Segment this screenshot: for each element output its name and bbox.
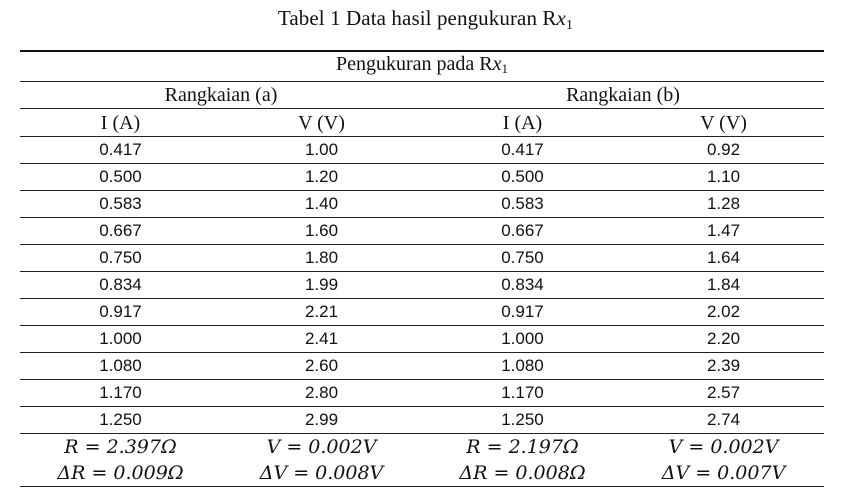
cell-voltage-b: 1.10	[623, 164, 824, 191]
circuit-header-row	[20, 82, 824, 109]
cell-voltage-a: 1.40	[221, 191, 422, 218]
cell-current-b: 1.170	[422, 380, 623, 407]
summary-current-a: ΔR = 0.009Ω	[20, 460, 221, 487]
cell-current-a: 0.500	[20, 164, 221, 191]
circuit-a-header: Rangkaian (a)	[20, 82, 422, 109]
summary-voltage-b: ΔV = 0.007V	[623, 460, 824, 487]
cell-voltage-b: 2.39	[623, 353, 824, 380]
cell-current-b: 0.917	[422, 299, 623, 326]
group-header-variable: x	[492, 53, 502, 75]
cell-voltage-a: 1.20	[221, 164, 422, 191]
table-row	[20, 380, 824, 407]
summary-current-a: R = 2.397Ω	[20, 434, 221, 461]
column-header-voltage-a: V (V)	[221, 109, 422, 137]
group-header-text: Pengukuran pada R	[336, 53, 493, 75]
caption-text: Tabel 1 Data hasil pengukuran R	[277, 6, 557, 30]
table-row	[20, 191, 824, 218]
table-row	[20, 272, 824, 299]
table-row	[20, 353, 824, 380]
table-row	[20, 164, 824, 191]
caption-variable: x	[556, 6, 566, 30]
cell-voltage-b: 1.64	[623, 245, 824, 272]
column-header-current-b: I (A)	[422, 109, 623, 137]
cell-current-a: 0.583	[20, 191, 221, 218]
circuit-b-header: Rangkaian (b)	[422, 82, 824, 109]
cell-voltage-a: 1.80	[221, 245, 422, 272]
cell-voltage-b: 2.74	[623, 407, 824, 434]
summary-voltage-b: V = 0.002V	[623, 434, 824, 461]
cell-voltage-b: 1.84	[623, 272, 824, 299]
column-header-row	[20, 109, 824, 137]
cell-current-b: 1.000	[422, 326, 623, 353]
group-header-subscript: 1	[501, 61, 509, 76]
cell-current-a: 0.667	[20, 218, 221, 245]
measurement-table	[20, 50, 824, 487]
cell-voltage-a: 2.41	[221, 326, 422, 353]
caption-subscript: 1	[565, 18, 574, 33]
group-header-row	[20, 51, 824, 82]
cell-voltage-b: 1.28	[623, 191, 824, 218]
cell-current-a: 1.170	[20, 380, 221, 407]
summary-value-row	[20, 434, 824, 461]
cell-voltage-a: 1.00	[221, 137, 422, 164]
cell-current-b: 0.500	[422, 164, 623, 191]
cell-current-b: 0.834	[422, 272, 623, 299]
summary-voltage-a: ΔV = 0.008V	[221, 460, 422, 487]
cell-current-a: 1.250	[20, 407, 221, 434]
table-row	[20, 218, 824, 245]
cell-voltage-b: 1.47	[623, 218, 824, 245]
cell-current-b: 1.250	[422, 407, 623, 434]
summary-voltage-a: V = 0.002V	[221, 434, 422, 461]
cell-voltage-a: 2.99	[221, 407, 422, 434]
cell-voltage-a: 2.21	[221, 299, 422, 326]
cell-current-a: 1.080	[20, 353, 221, 380]
column-header-voltage-b: V (V)	[623, 109, 824, 137]
cell-current-b: 0.417	[422, 137, 623, 164]
cell-voltage-a: 1.60	[221, 218, 422, 245]
group-header	[20, 51, 824, 82]
cell-voltage-a: 2.80	[221, 380, 422, 407]
cell-current-a: 0.917	[20, 299, 221, 326]
cell-voltage-b: 2.02	[623, 299, 824, 326]
summary-current-b: R = 2.197Ω	[422, 434, 623, 461]
cell-current-a: 1.000	[20, 326, 221, 353]
cell-current-b: 0.750	[422, 245, 623, 272]
cell-voltage-a: 1.99	[221, 272, 422, 299]
table-row	[20, 137, 824, 164]
table-row	[20, 299, 824, 326]
cell-voltage-a: 2.60	[221, 353, 422, 380]
cell-current-a: 0.834	[20, 272, 221, 299]
summary-current-b: ΔR = 0.008Ω	[422, 460, 623, 487]
summary-uncertainty-row	[20, 460, 824, 487]
table-row	[20, 326, 824, 353]
cell-voltage-b: 2.57	[623, 380, 824, 407]
cell-current-a: 0.417	[20, 137, 221, 164]
cell-voltage-b: 0.92	[623, 137, 824, 164]
cell-current-a: 0.750	[20, 245, 221, 272]
column-header-current-a: I (A)	[20, 109, 221, 137]
table-row	[20, 245, 824, 272]
cell-current-b: 1.080	[422, 353, 623, 380]
cell-current-b: 0.583	[422, 191, 623, 218]
table-caption	[0, 6, 851, 34]
table-row	[20, 407, 824, 434]
cell-current-b: 0.667	[422, 218, 623, 245]
cell-voltage-b: 2.20	[623, 326, 824, 353]
